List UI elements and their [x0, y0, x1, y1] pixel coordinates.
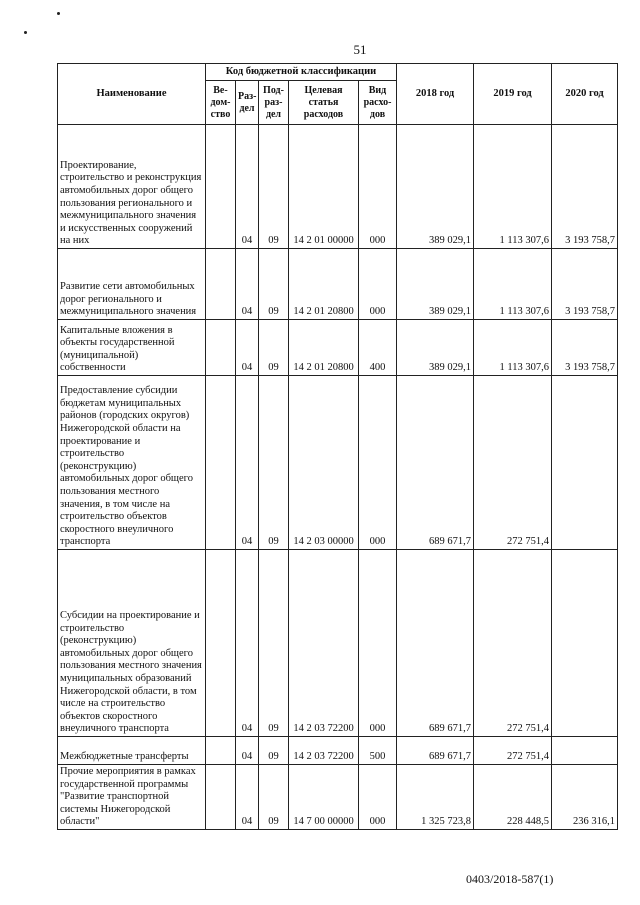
row-razdel: 04	[236, 125, 259, 249]
row-podrazdel: 09	[259, 737, 289, 765]
row-razdel: 04	[236, 737, 259, 765]
row-vid: 400	[359, 320, 397, 376]
row-target: 14 2 01 00000	[289, 125, 359, 249]
table-row	[58, 550, 618, 737]
row-vedomstvo	[206, 737, 236, 765]
row-name: Прочие мероприятия в рамках государственной программы "Развитие транспортной системы Нижегородской области"	[58, 765, 206, 830]
scan-mark-2	[24, 31, 27, 34]
row-2019: 272 751,4	[474, 737, 552, 765]
row-2019: 228 448,5	[474, 765, 552, 830]
row-razdel: 04	[236, 550, 259, 737]
row-2018: 689 671,7	[397, 550, 474, 737]
row-podrazdel: 09	[259, 765, 289, 830]
row-2020	[552, 737, 618, 765]
row-vid: 000	[359, 765, 397, 830]
row-2018: 689 671,7	[397, 376, 474, 550]
table-row	[58, 376, 618, 550]
row-2019: 1 113 307,6	[474, 320, 552, 376]
row-2020: 3 193 758,7	[552, 125, 618, 249]
row-podrazdel: 09	[259, 249, 289, 320]
row-razdel: 04	[236, 765, 259, 830]
table-row	[58, 320, 618, 376]
row-2020	[552, 376, 618, 550]
row-2019: 272 751,4	[474, 550, 552, 737]
row-vid: 000	[359, 125, 397, 249]
row-2018: 1 325 723,8	[397, 765, 474, 830]
row-vid: 000	[359, 249, 397, 320]
table-row	[58, 125, 618, 249]
row-vid: 000	[359, 550, 397, 737]
header-2019: 2019 год	[474, 64, 552, 125]
row-podrazdel: 09	[259, 320, 289, 376]
page-number: 51	[353, 42, 367, 57]
header-2020: 2020 год	[552, 64, 618, 125]
row-vedomstvo	[206, 320, 236, 376]
row-vedomstvo	[206, 125, 236, 249]
row-vedomstvo	[206, 249, 236, 320]
budget-table	[57, 63, 618, 830]
table-row	[58, 249, 618, 320]
row-podrazdel: 09	[259, 376, 289, 550]
row-vedomstvo	[206, 765, 236, 830]
header-budget-classification: Код бюджетной классификации	[206, 64, 397, 81]
header-razdel: Раз-дел	[236, 81, 259, 125]
row-2018: 689 671,7	[397, 737, 474, 765]
row-razdel: 04	[236, 320, 259, 376]
row-2019: 1 113 307,6	[474, 249, 552, 320]
row-vid: 500	[359, 737, 397, 765]
row-name: Субсидии на проектирование и строительство (реконструкцию) автомобильных дорог общего пользования местного значения муниципальных образований Нижегородской области, в том числе на строительство объектов скоростного внеуличного транспорта	[58, 550, 206, 737]
row-2019: 1 113 307,6	[474, 125, 552, 249]
table-row	[58, 737, 618, 765]
row-target: 14 2 01 20800	[289, 249, 359, 320]
row-name: Межбюджетные трансферты	[58, 737, 206, 765]
row-target: 14 2 03 00000	[289, 376, 359, 550]
row-vid: 000	[359, 376, 397, 550]
row-target: 14 2 03 72200	[289, 737, 359, 765]
row-2020: 236 316,1	[552, 765, 618, 830]
row-podrazdel: 09	[259, 550, 289, 737]
header-vid: Вид расхо-дов	[359, 81, 397, 125]
row-2020: 3 193 758,7	[552, 249, 618, 320]
row-2020: 3 193 758,7	[552, 320, 618, 376]
table-row	[58, 765, 618, 830]
row-2018: 389 029,1	[397, 249, 474, 320]
row-razdel: 04	[236, 249, 259, 320]
row-name: Капитальные вложения в объекты государственной (муниципальной) собственности	[58, 320, 206, 376]
row-2018: 389 029,1	[397, 125, 474, 249]
row-2018: 389 029,1	[397, 320, 474, 376]
row-target: 14 2 03 72200	[289, 550, 359, 737]
row-razdel: 04	[236, 376, 259, 550]
row-name: Проектирование, строительство и реконструкция автомобильных дорог общего пользования регионального и межмуниципального значения и искусственных сооружений на них	[58, 125, 206, 249]
row-podrazdel: 09	[259, 125, 289, 249]
row-target: 14 7 00 00000	[289, 765, 359, 830]
row-target: 14 2 01 20800	[289, 320, 359, 376]
document-code: 0403/2018-587(1)	[466, 872, 554, 886]
header-name: Наименование	[58, 64, 206, 125]
row-name: Предоставление субсидии бюджетам муниципальных районов (городских округов) Нижегородской области на проектирование и строительство (реконструкцию) автомобильных дорог общего пользования местного значения, в том числе на строительство объектов скоростного внеуличного транспорта	[58, 376, 206, 550]
row-name: Развитие сети автомобильных дорог регионального и межмуниципального значения	[58, 249, 206, 320]
header-2018: 2018 год	[397, 64, 474, 125]
header-target: Целевая статья расходов	[289, 81, 359, 125]
row-2019: 272 751,4	[474, 376, 552, 550]
row-2020	[552, 550, 618, 737]
header-vedomstvo: Ве-дом-ство	[206, 81, 236, 125]
header-podrazdel: Под-раз-дел	[259, 81, 289, 125]
scan-mark-1	[57, 12, 60, 15]
row-vedomstvo	[206, 550, 236, 737]
row-vedomstvo	[206, 376, 236, 550]
